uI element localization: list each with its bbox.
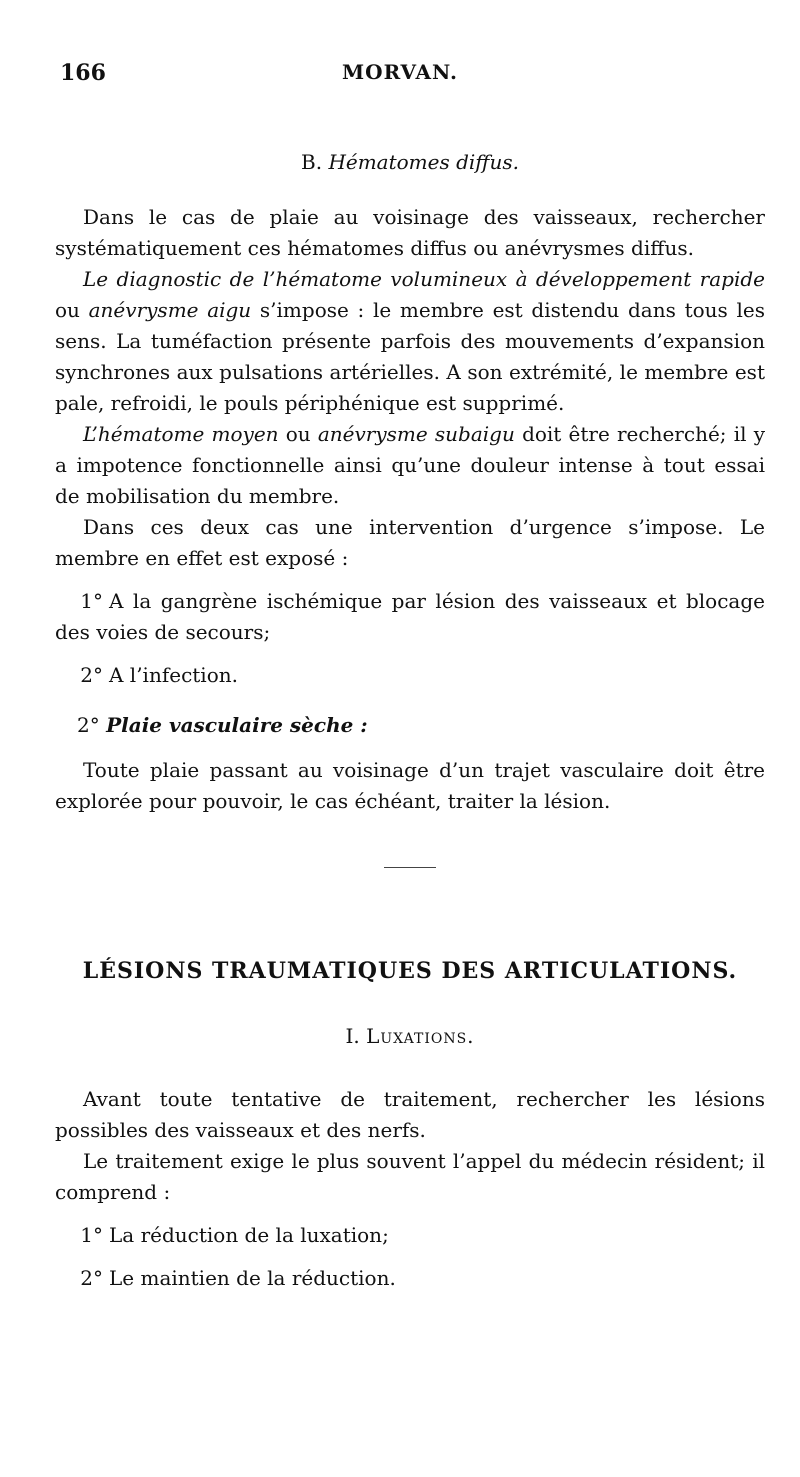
paragraph-diagnostic [55, 264, 765, 419]
list-item [55, 1220, 765, 1251]
subsection-number: 2° [77, 713, 100, 737]
page-number: 166 [60, 60, 106, 86]
chapter-title: LÉSIONS TRAUMATIQUES DES ARTICULATIONS. [82, 958, 738, 984]
list-item-number: 2° [80, 663, 103, 687]
section-number: I. [345, 1024, 360, 1048]
paragraph-diagnostic-conj: ou [55, 298, 89, 322]
paragraph-diagnostic-text: s’impose : le membre est distendu dans tous les sens. La tuméfaction présente parfois des mouvements d’expansion synchrones aux pulsations artérielles. A son extrémité, le membre est pale, refroidi, le pouls périphénique est supprimé. [55, 298, 765, 415]
section-heading: Luxations. [366, 1024, 475, 1048]
section-heading: Hématomes diffus. [328, 150, 519, 174]
emphasis-subaigu: anévrysme subaigu [317, 422, 515, 446]
paragraph-urgence: Dans ces deux cas une intervention d’urgence s’impose. Le membre en effet est exposé : [55, 515, 765, 570]
section-title-luxations [55, 1024, 765, 1048]
paragraph-hematomes: Dans le cas de plaie au voisinage des vaisseaux, rechercher systématiquement ces hématomes diffus ou anévrysmes diffus. [55, 205, 765, 260]
list-item-text: La réduction de la luxation; [109, 1223, 389, 1247]
page-body [55, 150, 765, 1294]
paragraph-moyen-conj: ou [278, 422, 318, 446]
emphasis-diagnostic: Le diagnostic de l’hématome volumineux à développement rapide [83, 267, 765, 291]
paragraph-plaie: Toute plaie passant au voisinage d’un trajet vasculaire doit être explorée pour pouvoir, le cas échéant, traiter la lésion. [55, 758, 765, 813]
paragraph-moyen-text: doit être recherché; il y a impotence fonctionnelle ainsi qu’une douleur intense à tout essai de mobilisation du membre. [55, 422, 765, 508]
subsection-heading-plaie [77, 713, 765, 737]
page-header [60, 60, 740, 94]
emphasis-moyen: L’hématome moyen [83, 422, 279, 446]
paragraph-tentative: Avant toute tentative de traitement, rechercher les lésions possibles des vaisseaux et des nerfs. [55, 1087, 765, 1142]
list-item-number: 1° [80, 589, 103, 613]
list-item [55, 586, 765, 648]
list-item [55, 660, 765, 691]
list-item-text: A la gangrène ischémique par lésion des vaisseaux et blocage des voies de secours; [55, 589, 765, 644]
running-head: MORVAN. [342, 60, 458, 84]
list-item-number: 2° [80, 1266, 103, 1290]
paragraph-moyen [55, 419, 765, 512]
list-item-text: A l’infection. [109, 663, 238, 687]
list-item [55, 1263, 765, 1294]
section-title-b [55, 150, 765, 174]
list-item-text: Le maintien de la réduction. [109, 1266, 396, 1290]
section-divider [384, 867, 436, 868]
section-label: B. [301, 150, 323, 174]
list-item-number: 1° [80, 1223, 103, 1247]
paragraph-traitement: Le traitement exige le plus souvent l’appel du médecin résident; il comprend : [55, 1149, 765, 1204]
subsection-title: Plaie vasculaire sèche : [106, 713, 368, 737]
emphasis-aigu: anévrysme aigu [88, 298, 252, 322]
